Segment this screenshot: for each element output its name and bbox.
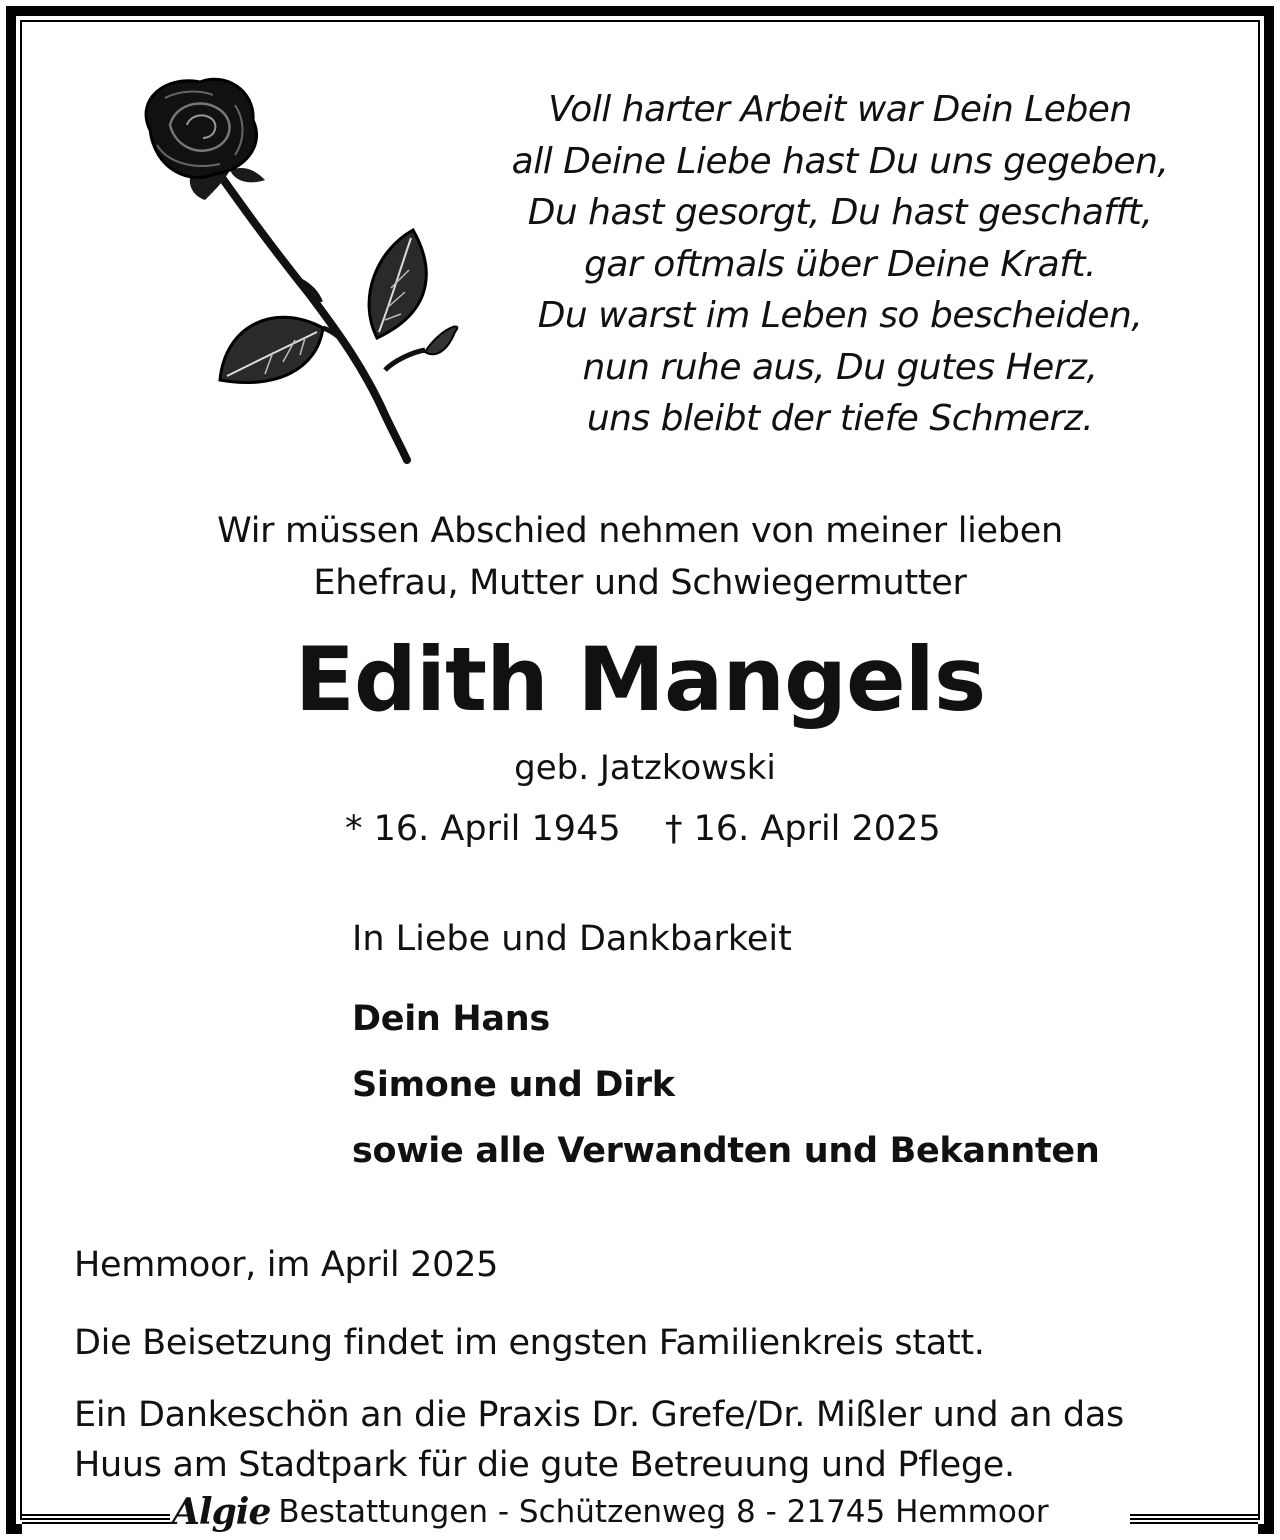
decorative-rule-left — [22, 1514, 170, 1526]
poem-line: Voll harter Arbeit war Dein Leben — [548, 89, 1132, 130]
deceased-name: Edith Mangels — [294, 628, 986, 731]
death-date: † 16. April 2025 — [665, 809, 941, 849]
birth-date: * 16. April 1945 — [345, 809, 621, 849]
thanks-line-1: Ein Dankeschön an die Praxis Dr. Grefe/Dr. Mißler und an das — [74, 1395, 1124, 1435]
poem-line: nun ruhe aus, Du gutes Herz, — [582, 346, 1098, 388]
rose-leaf-left — [220, 317, 323, 382]
burial-note: Die Beisetzung findet im engsten Familienkreis statt. — [74, 1323, 985, 1363]
intro-text — [90, 505, 1190, 609]
closing-phrase: In Liebe und Dankbarkeit — [352, 919, 792, 959]
rose-blossom — [146, 79, 256, 177]
footer-notes — [74, 1240, 1234, 1490]
poem — [470, 84, 1210, 445]
intro-line-2: Ehefrau, Mutter und Schwiegermutter — [313, 563, 967, 603]
poem-line: Du hast gesorgt, Du hast geschafft, — [527, 192, 1153, 233]
mourner: Simone und Dirk — [352, 1065, 675, 1105]
mourner: sowie alle Verwandten und Bekannten — [352, 1131, 1100, 1171]
thanks-line-2: Huus am Stadtpark für die gute Betreuung und Pflege. — [74, 1445, 1015, 1485]
funeral-home-bar — [22, 1490, 1258, 1534]
funeral-home-logo: Algie — [172, 1491, 271, 1533]
funeral-home-info — [172, 1490, 1130, 1534]
maiden-name: geb. Jatzkowski — [514, 748, 776, 788]
rose-leaf-right — [369, 230, 426, 338]
rose-leaf-far-right — [425, 326, 457, 354]
poem-line: all Deine Liebe hast Du uns gegeben, — [511, 140, 1169, 182]
mourner: Dein Hans — [352, 999, 550, 1039]
poem-line: uns bleibt der tiefe Schmerz. — [586, 398, 1094, 439]
poem-line: Du warst im Leben so bescheiden, — [537, 295, 1143, 336]
place-date: Hemmoor, im April 2025 — [74, 1245, 499, 1285]
intro-line-1: Wir müssen Abschied nehmen von meiner lieben — [217, 511, 1063, 551]
decorative-rule-right — [1130, 1514, 1258, 1526]
mourners-list — [352, 986, 1099, 1184]
funeral-home-address: Bestattungen - Schützenweg 8 - 21745 Hemmoor — [278, 1494, 1049, 1530]
poem-line: gar oftmals über Deine Kraft. — [584, 243, 1096, 285]
rose-illustration — [95, 70, 475, 470]
